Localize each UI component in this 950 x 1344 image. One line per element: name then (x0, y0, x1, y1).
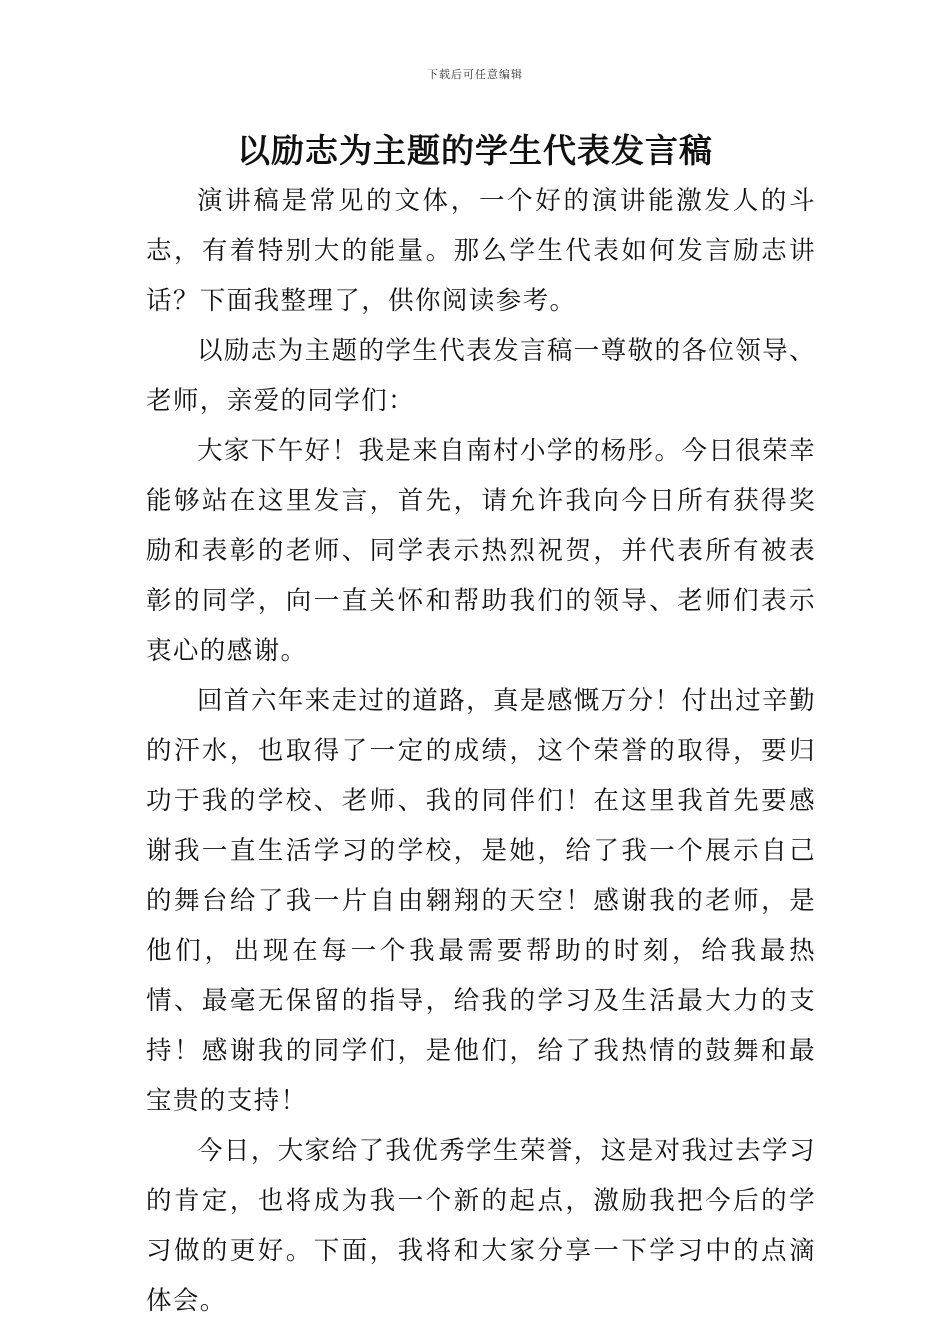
paragraph-greeting: 大家下午好！我是来自南村小学的杨彤。今日很荣幸能够站在这里发言，首先，请允许我向今日所有获得奖励和表彰的老师、同学表示热烈祝贺，并代表所有被表彰的同学，向一直关怀和帮助我们的领导、老师们表示衷心的感谢。 (146, 436, 816, 666)
paragraph-reflection: 回首六年来走过的道路，真是感慨万分！付出过辛勤的汗水，也取得了一定的成绩，这个荣誉的取得，要归功于我的学校、老师、我的同伴们！在这里我首先要感谢我一直生活学习的学校，是她，给了我一个展示自己的舞台给了我一片自由翱翔的天空！感谢我的老师，是他们，出现在每一个我最需要帮助的时刻，给我最热情、最毫无保留的指导，给我的学习及生活最大力的支持！感谢我的同学们，是他们，给了我热情的鼓舞和最宝贵的支持！ (146, 686, 816, 1116)
document-body (146, 176, 816, 1326)
header-note: 下载后可任意编辑 (427, 68, 523, 81)
paragraph-today: 今日，大家给了我优秀学生荣誉，这是对我过去学习的肯定，也将成为我一个新的起点，激励我把今后的学习做的更好。下面，我将和大家分享一下学习中的点滴体会。 (146, 1136, 816, 1316)
document-title: 以励志为主题的学生代表发言稿 (237, 131, 713, 170)
paragraph-salutation: 以励志为主题的学生代表发言稿一尊敬的各位领导、老师，亲爱的同学们： (146, 336, 816, 416)
paragraph-intro: 演讲稿是常见的文体，一个好的演讲能激发人的斗志，有着特别大的能量。那么学生代表如何发言励志讲话？下面我整理了，供你阅读参考。 (146, 186, 816, 316)
